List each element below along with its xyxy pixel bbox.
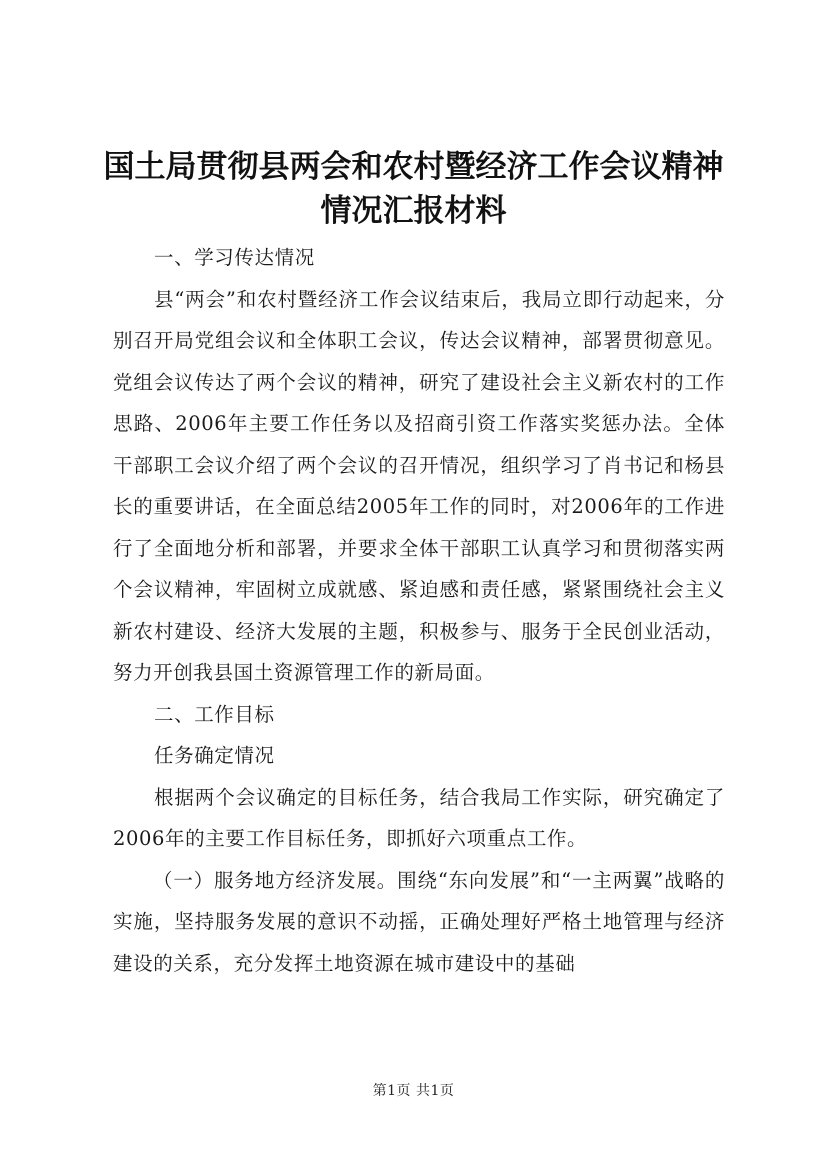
paragraph-goals: 根据两个会议确定的目标任务，结合我局工作实际，研究确定了2006年的主要工作目标任务，即抓好六项重点工作。 <box>113 785 725 850</box>
subheading-task: 任务确定情况 <box>154 744 275 767</box>
section-heading-1: 一、学习传达情况 <box>154 246 315 269</box>
paragraph-study: 县“两会”和农村暨经济工作会议结束后，我局立即行动起来，分别召开局党组会议和全体职工会议，传达会议精神，部署贯彻意见。党组会议传达了两个会议的精神，研究了建设社会主义新农村的工作思路、2006年主要工作任务以及招商引资工作落实奖惩办法。全体干部职工会议介绍了两个会议的召开情况，组织学习了肖书记和杨县长的重要讲话，在全面总结2005年工作的同时，对2006年的工作进行了全面地分析和部署，并要求全体干部职工认真学习和贯彻落实两个会议精神，牢固树立成就感、紧迫感和责任感，紧紧围绕社会主义新农村建设、经济大发展的主题，积极参与、服务于全民创业活动，努力开创我县国土资源管理工作的新局面。 <box>113 287 725 684</box>
paragraph-item-1: （一）服务地方经济发展。围绕“东向发展”和“一主两翼”战略的实施，坚持服务发展的意识不动摇，正确处理好严格土地管理与经济建设的关系，充分发挥土地资源在城市建设中的基础 <box>113 868 725 975</box>
page-footer: 第1页 共1页 <box>372 1083 455 1099</box>
section-heading-2: 二、工作目标 <box>154 702 275 726</box>
title-line-2: 情况汇报材料 <box>320 193 507 229</box>
document-body <box>113 237 725 984</box>
document-title <box>100 145 727 233</box>
title-line-1: 国土局贯彻县两会和农村暨经济工作会议精神 <box>103 149 724 185</box>
